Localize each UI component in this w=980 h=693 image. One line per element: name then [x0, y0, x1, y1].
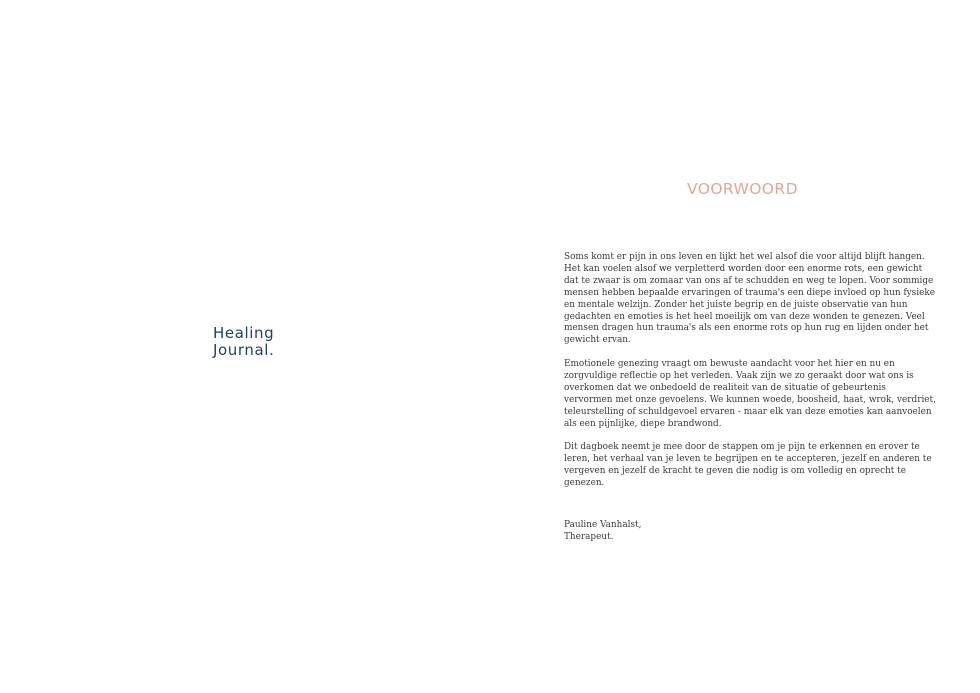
foreword-paragraph-2: Emotionele genezing vraagt om bewuste aandacht voor het hier en nu en zorgvuldige reflectie op het verleden. Vaak zijn we zo geraakt door wat ons is overkomen dat we onbedoeld de realiteit van de situatie of gebeurtenis vervormen met onze gevoelens. We kunnen woede, boosheid, haat, wrok, verdriet, teleurstelling of schuldgevoel ervaren - maar elk van deze emoties kan aanvoelen als een pijnlijke, diepe brandwond.: [564, 359, 936, 429]
journal-title: [213, 325, 274, 359]
journal-title-line1: Healing: [213, 324, 275, 342]
foreword-paragraph-3: Dit dagboek neemt je mee door de stappen om je pijn te erkennen en erover te leren, het verhaal van je leven te begrijpen en te accepteren, jezelf en anderen te vergeven en jezelf de kracht te geven die nodig is om volledig en oprecht te genezen.: [564, 442, 932, 489]
foreword-body: [564, 252, 936, 502]
signature-name: Pauline Vanhalst,: [564, 520, 642, 530]
foreword-heading: VOORWOORD: [687, 180, 798, 198]
journal-title-line2: Journal.: [213, 341, 275, 359]
signature-role: Therapeut.: [564, 531, 614, 542]
signature: [564, 520, 641, 544]
foreword-paragraph-1: Soms komt er pijn in ons leven en lijkt het wel alsof die voor altijd blijft hangen. Het kan voelen alsof we verpletterd worden door een enorme rots, een gewicht dat te zwaar is om zomaar van ons af te schudden en weg te lopen. Voor sommige mensen hebben bepaalde ervaringen of trauma's een diepe invloed op hun fysieke en mentale welzijn. Zonder het juiste begrip en de juiste observatie van hun gedachten en emoties is het heel moeilijk om van deze wonden te genezen. Veel mensen dragen hun trauma's als een enorme rots op hun rug en lijden onder het gewicht ervan.: [564, 252, 935, 346]
